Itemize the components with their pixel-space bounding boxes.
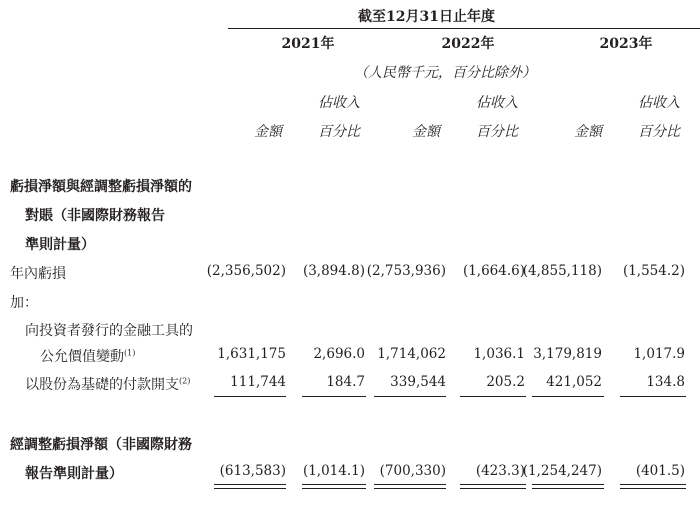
- col-pct-line2-2023: 百分比: [638, 124, 680, 140]
- cell: 1,714,062: [377, 346, 446, 362]
- total-cell: (613,583): [219, 463, 286, 479]
- unit-note: （人民幣千元，百分比除外）: [354, 65, 536, 81]
- total-double-rule: [532, 484, 604, 489]
- year-2021: 2021年: [281, 36, 335, 52]
- total-cell: (700,330): [379, 463, 446, 479]
- subtotal-rule: [374, 396, 446, 397]
- cell: (3,894.8): [302, 263, 365, 279]
- subtotal-rule: [214, 396, 286, 397]
- cell: 111,744: [230, 374, 286, 390]
- cell: (1,554.2): [622, 263, 685, 279]
- cell: 3,179,819: [533, 346, 602, 362]
- total-cell: (401.5): [635, 463, 685, 479]
- year-2022: 2022年: [441, 36, 495, 52]
- section-title-line2: 對賬（非國際財務報告: [25, 208, 165, 224]
- total-cell: (1,014.1): [302, 463, 365, 479]
- col-amount-2022: 金額: [412, 124, 440, 140]
- total-label-line1: 經調整虧損淨額（非國際財務: [10, 437, 192, 453]
- col-pct-line2-2022: 百分比: [476, 124, 518, 140]
- cell: 339,544: [390, 374, 446, 390]
- cell: 1,036.1: [473, 346, 525, 362]
- row-label-fair-value-line1: 向投資者發行的金融工具的: [25, 323, 193, 339]
- total-double-rule: [302, 484, 366, 489]
- total-cell: (423.3): [475, 463, 525, 479]
- total-double-rule: [374, 484, 446, 489]
- cell: 2,696.0: [313, 346, 365, 362]
- footnote-marker: (2): [179, 376, 191, 386]
- subtotal-rule: [532, 396, 604, 397]
- total-double-rule: [620, 484, 686, 489]
- cell: (1,664.6): [462, 263, 525, 279]
- cell: (2,356,502): [206, 263, 286, 279]
- subtotal-rule: [460, 396, 526, 397]
- col-pct-line1-2023: 佔收入: [638, 95, 680, 111]
- col-pct-line1-2022: 佔收入: [476, 95, 518, 111]
- total-double-rule: [214, 484, 286, 489]
- row-label-loss: 年內虧損: [10, 266, 66, 282]
- cell: 1,017.9: [633, 346, 685, 362]
- period-title: 截至12月31日止年度: [358, 9, 495, 25]
- section-title-line1: 虧損淨額與經調整虧損淨額的: [10, 179, 192, 195]
- row-label-share-based: 以股份為基礎的付款開支$^{(2)}$: [25, 376, 191, 393]
- col-pct-line1-2021: 佔收入: [318, 95, 360, 111]
- col-amount-2021: 金額: [254, 124, 282, 140]
- cell: 205.2: [486, 374, 525, 390]
- row-label-add: 加：: [10, 295, 38, 311]
- row-label-fair-value-line2: 公允價值變動$^{(1)}$: [40, 348, 136, 365]
- col-pct-line2-2021: 百分比: [318, 124, 360, 140]
- cell: 134.8: [646, 374, 685, 390]
- total-double-rule: [460, 484, 526, 489]
- total-cell: (1,254,247): [522, 463, 602, 479]
- cell: (2,753,936): [366, 263, 446, 279]
- subtotal-rule: [302, 396, 366, 397]
- cell: 184.7: [326, 374, 365, 390]
- year-2023: 2023年: [599, 36, 653, 52]
- cell: (4,855,118): [522, 263, 602, 279]
- subtotal-rule: [620, 396, 686, 397]
- section-title-line3: 準則計量）: [25, 237, 95, 253]
- total-label-line2: 報告準則計量）: [25, 466, 123, 482]
- col-amount-2023: 金額: [574, 124, 602, 140]
- cell: 1,631,175: [217, 346, 286, 362]
- header-rule: [228, 28, 700, 29]
- footnote-marker: (1): [124, 348, 136, 358]
- cell: 421,052: [546, 374, 602, 390]
